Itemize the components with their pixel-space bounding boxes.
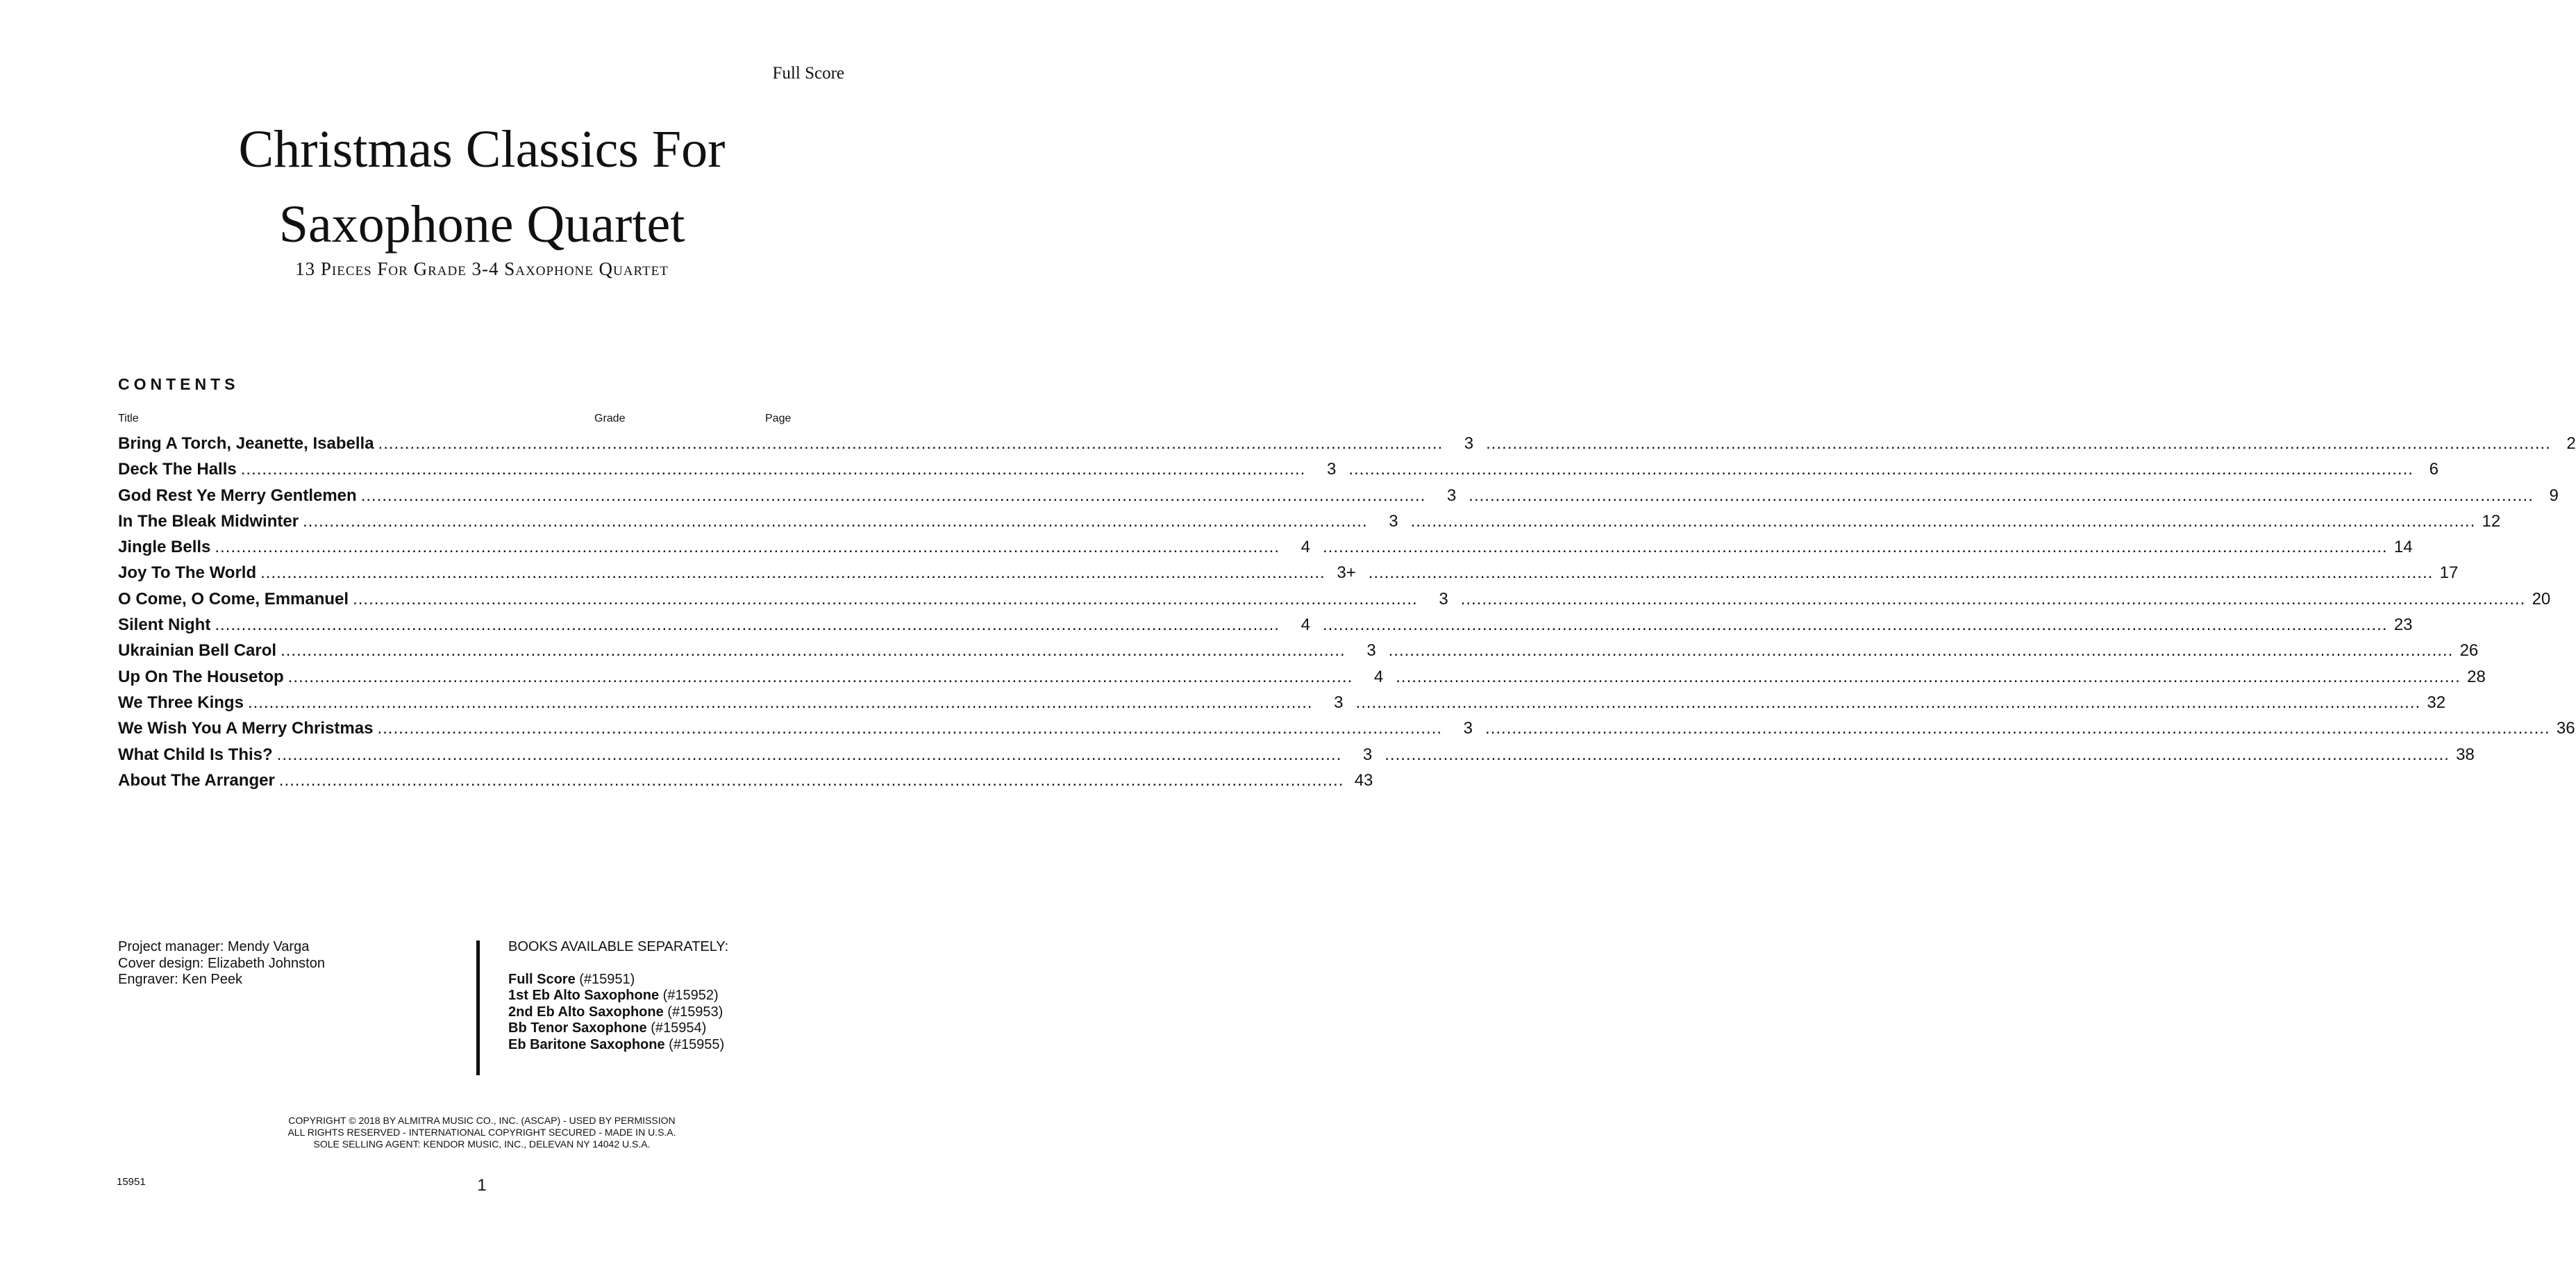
toc-row	[118, 715, 2575, 741]
book-item	[508, 1020, 728, 1037]
dot-leader: ........................................................................................................................................................................................................	[1385, 745, 2450, 764]
credit-cover-design: Cover design: Elizabeth Johnston	[118, 955, 325, 971]
toc-page: 2	[2566, 434, 2576, 453]
page-number: 1	[477, 1176, 487, 1195]
book-item	[508, 972, 728, 988]
toc-row	[118, 431, 2576, 456]
book-item	[508, 988, 728, 1004]
book-name: Eb Baritone Saxophone	[508, 1036, 665, 1052]
toc-page: 9	[2549, 486, 2559, 505]
book-name: Bb Tenor Saxophone	[508, 1020, 647, 1036]
dot-leader: ........................................................................................................................................................................................................	[1368, 563, 2434, 583]
vertical-divider	[476, 941, 480, 1075]
title-line-1: Christmas Classics For	[238, 120, 726, 179]
dot-leader: ........................................................................................................................................................................................................	[1396, 667, 2461, 686]
toc-grade: 4	[1300, 615, 1310, 635]
dot-leader: ........................................................................................................................................................................................................	[1348, 460, 2414, 479]
books-available	[508, 939, 728, 1053]
toc-row	[118, 560, 2459, 586]
copyright-line: COPYRIGHT © 2018 BY ALMITRA MUSIC CO., INC. (ASCAP) - USED BY PERMISSION	[288, 1115, 676, 1126]
toc-row	[118, 456, 2439, 482]
toc-title: In The Bleak Midwinter	[118, 511, 299, 531]
dot-leader: ........................................................................................................................................................................................................	[215, 615, 1280, 635]
toc-title: Silent Night	[118, 615, 211, 635]
dot-leader: ........................................................................................................................................................................................................	[378, 434, 1444, 453]
toc-title: Deck The Halls	[118, 460, 237, 479]
column-header-page: Page	[765, 413, 792, 424]
dot-leader: ........................................................................................................................................................................................................	[1355, 693, 2421, 712]
toc-row	[118, 534, 2413, 560]
dot-leader: ........................................................................................................................................................................................................	[353, 589, 1418, 608]
toc-title: O Come, O Come, Emmanuel	[118, 589, 349, 608]
toc-grade: 3	[1464, 434, 1474, 453]
toc-grade: 3+	[1337, 563, 1356, 583]
subtitle: 13 Pieces For Grade 3-4 Saxophone Quartet	[295, 258, 669, 279]
toc-title: Up On The Housetop	[118, 667, 284, 686]
toc-row	[118, 664, 2486, 690]
toc-title: Joy To The World	[118, 563, 257, 583]
toc-title: God Rest Ye Merry Gentlemen	[118, 486, 357, 505]
toc-page: 14	[2393, 538, 2413, 557]
toc-title: What Child Is This?	[118, 745, 273, 764]
dot-leader: ........................................................................................................................................................................................................	[215, 538, 1280, 557]
title-line-2: Saxophone Quartet	[278, 195, 685, 254]
toc-grade: 4	[1373, 667, 1384, 686]
dot-leader: ........................................................................................................................................................................................................	[360, 486, 1426, 505]
dot-leader: ........................................................................................................................................................................................................	[1322, 538, 2388, 557]
toc-page: 32	[2427, 693, 2446, 712]
dot-leader: ........................................................................................................................................................................................................	[260, 563, 1325, 583]
books-heading: BOOKS AVAILABLE SEPARATELY:	[508, 939, 729, 954]
toc-grade: 4	[1300, 538, 1310, 557]
toc-title: Bring A Torch, Jeanette, Isabella	[118, 434, 374, 453]
toc-grade: 3	[1463, 719, 1473, 738]
toc-page: 28	[2467, 667, 2486, 686]
dot-leader: ........................................................................................................................................................................................................	[1388, 641, 2454, 661]
book-item	[508, 1037, 728, 1054]
toc-title: We Three Kings	[118, 693, 244, 712]
toc-grade: 3	[1446, 486, 1457, 505]
credits	[118, 939, 325, 988]
table-of-contents	[118, 431, 2576, 793]
edition-label: Full Score	[772, 64, 844, 83]
book-name: 2nd Eb Alto Saxophone	[508, 1004, 664, 1020]
toc-title: About The Arranger	[118, 770, 275, 790]
dot-leader: ........................................................................................................................................................................................................	[240, 460, 1306, 479]
dot-leader: ........................................................................................................................................................................................................	[377, 719, 1443, 738]
toc-grade: 3	[1439, 589, 1448, 608]
dot-leader: ........................................................................................................................................................................................................	[1460, 589, 2526, 608]
toc-grade: 3	[1326, 460, 1337, 479]
toc-row-about	[118, 768, 1373, 793]
toc-page: 17	[2439, 563, 2459, 583]
dot-leader: ........................................................................................................................................................................................................	[1322, 615, 2388, 635]
toc-page: 43	[1354, 770, 1373, 790]
column-header-grade: Grade	[594, 413, 626, 424]
toc-grade: 3	[1334, 693, 1344, 712]
toc-title: Jingle Bells	[118, 538, 211, 557]
dot-leader: ........................................................................................................................................................................................................	[287, 667, 1353, 686]
book-name: Full Score	[508, 971, 576, 987]
toc-grade: 3	[1389, 511, 1398, 531]
toc-grade: 3	[1366, 641, 1376, 661]
book-name: 1st Eb Alto Saxophone	[508, 988, 660, 1003]
copyright-line: ALL RIGHTS RESERVED - INTERNATIONAL COPYRIGHT SECURED - MADE IN U.S.A.	[287, 1127, 676, 1138]
book-code: (#15951)	[579, 971, 635, 987]
column-header-title: Title	[118, 413, 139, 424]
toc-row	[118, 586, 2551, 612]
toc-grade: 3	[1362, 745, 1373, 764]
toc-page: 26	[2459, 641, 2479, 661]
book-code: (#15955)	[669, 1036, 725, 1052]
dot-leader: ........................................................................................................................................................................................................	[1469, 486, 2534, 505]
toc-row	[118, 483, 2559, 508]
dot-leader: ........................................................................................................................................................................................................	[1486, 434, 2551, 453]
dot-leader: ........................................................................................................................................................................................................	[276, 745, 1342, 764]
dot-leader: ........................................................................................................................................................................................................	[281, 641, 1346, 661]
toc-row	[118, 690, 2446, 715]
contents-heading: CONTENTS	[118, 375, 240, 393]
toc-row	[118, 742, 2475, 768]
toc-page: 38	[2456, 745, 2475, 764]
book-item	[508, 1004, 728, 1021]
copyright-notice	[0, 1115, 964, 1150]
dot-leader: ........................................................................................................................................................................................................	[247, 693, 1313, 712]
toc-page: 20	[2532, 589, 2551, 608]
dot-leader: ........................................................................................................................................................................................................	[1410, 511, 2476, 531]
dot-leader: ........................................................................................................................................................................................................	[1485, 719, 2550, 738]
toc-page: 23	[2393, 615, 2413, 635]
toc-page: 36	[2556, 719, 2575, 738]
copyright-line: SOLE SELLING AGENT: KENDOR MUSIC, INC., DELEVAN NY 14042 U.S.A.	[313, 1138, 651, 1150]
toc-page: 6	[2429, 460, 2439, 479]
toc-title: Ukrainian Bell Carol	[118, 641, 277, 661]
credit-engraver: Engraver: Ken Peek	[118, 972, 242, 987]
catalog-number: 15951	[117, 1176, 146, 1188]
toc-row	[118, 508, 2501, 534]
credit-project-manager: Project manager: Mendy Varga	[118, 939, 310, 954]
toc-page: 12	[2482, 511, 2501, 531]
dot-leader: ........................................................................................................................................................................................................	[303, 511, 1368, 531]
toc-title: We Wish You A Merry Christmas	[118, 719, 374, 738]
toc-row	[118, 612, 2413, 638]
book-code: (#15953)	[667, 1004, 724, 1020]
book-code: (#15954)	[651, 1020, 707, 1036]
toc-row	[118, 638, 2479, 663]
book-code: (#15952)	[662, 988, 719, 1003]
dot-leader: ........................................................................................................................................................................................................	[278, 770, 1344, 790]
